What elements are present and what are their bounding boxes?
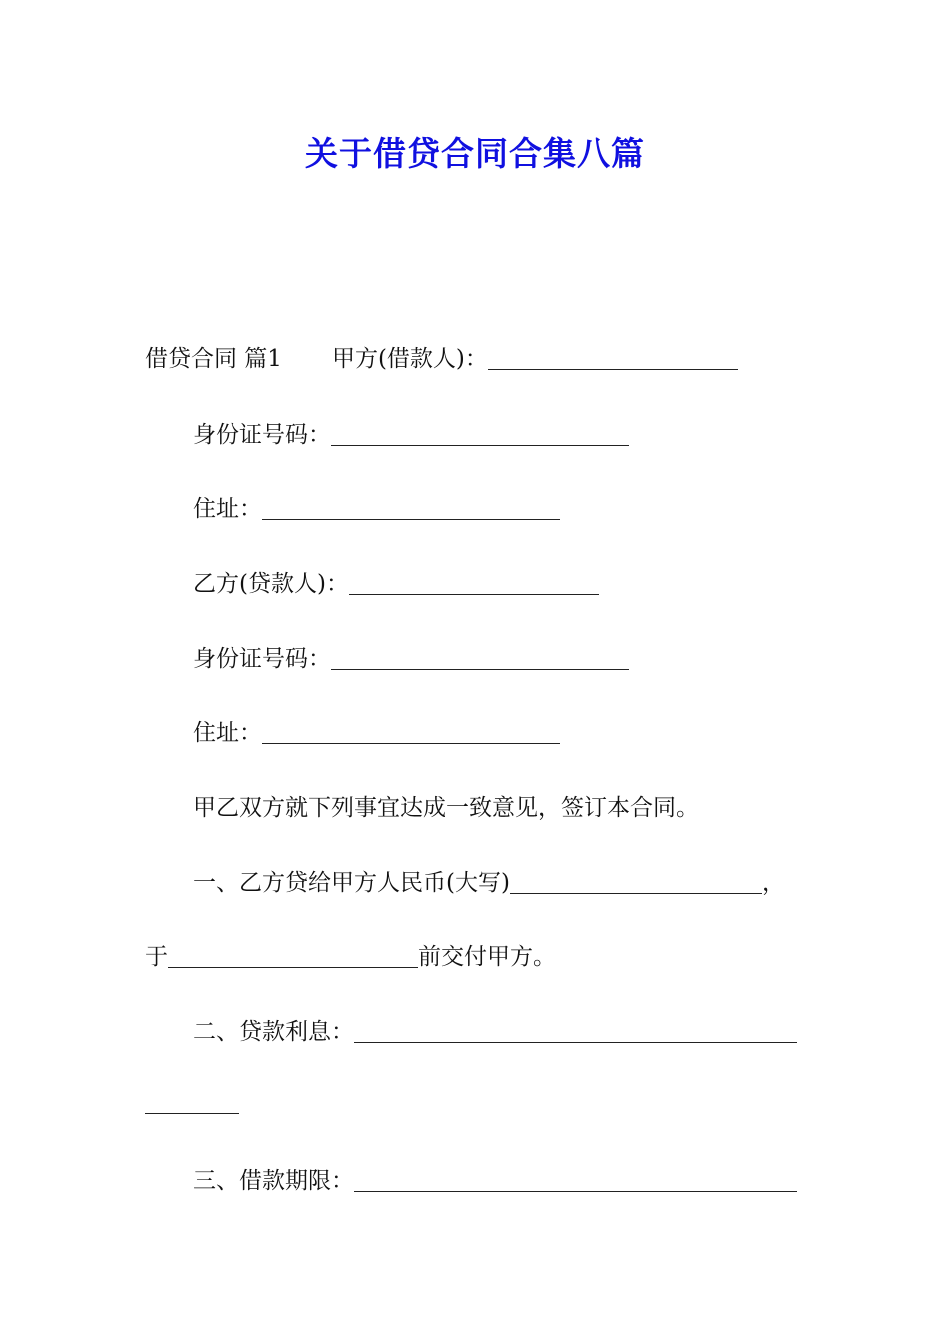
party-b-line (193, 569, 599, 599)
clause1-amount-blank (510, 871, 762, 894)
clause2-blank (354, 1020, 797, 1043)
party-b-id-line (193, 644, 629, 674)
clause2-cont-blank (145, 1091, 239, 1114)
clause3-blank (354, 1169, 797, 1192)
clause1-prefix: 一、乙方贷给甲方人民币(大写) (193, 870, 510, 896)
party-a-address-line (193, 494, 560, 524)
party-a-address-label: 住址： (193, 496, 262, 522)
agreement-line (193, 793, 699, 823)
clause2-line (193, 1017, 797, 1047)
party-b-id-label: 身份证号码： (193, 646, 331, 672)
clause2-label: 二、贷款利息： (193, 1019, 354, 1045)
clause1-date-blank (168, 945, 418, 968)
party-a-id-blank (331, 423, 629, 446)
party-a-label: 甲方(借款人)： (331, 346, 488, 372)
clause1-cont-line (145, 942, 556, 972)
clause3-line (193, 1166, 797, 1196)
party-a-id-label: 身份证号码： (193, 422, 331, 448)
document-title: 关于借贷合同合集八篇 (305, 134, 645, 173)
party-a-blank (488, 347, 738, 370)
clause2-cont-line (145, 1091, 239, 1118)
party-a-id-line (193, 420, 629, 450)
agreement-text: 甲乙双方就下列事宜达成一致意见，签订本合同。 (193, 795, 699, 821)
party-b-address-label: 住址： (193, 720, 262, 746)
party-b-address-line (193, 718, 560, 748)
party-b-blank (349, 572, 599, 595)
party-b-address-blank (262, 721, 560, 744)
clause3-label: 三、借款期限： (193, 1168, 354, 1194)
party-b-label: 乙方(贷款人)： (193, 571, 349, 597)
party-a-address-blank (262, 497, 560, 520)
clause1-cont-suffix: 前交付甲方。 (418, 944, 556, 970)
clause1-comma: ， (761, 870, 785, 896)
clause1-cont-prefix: 于 (145, 944, 168, 970)
party-b-id-blank (331, 647, 629, 670)
clause1-line (193, 868, 785, 898)
section-label: 借贷合同 篇1 (145, 346, 282, 372)
party-a-line (145, 344, 738, 374)
